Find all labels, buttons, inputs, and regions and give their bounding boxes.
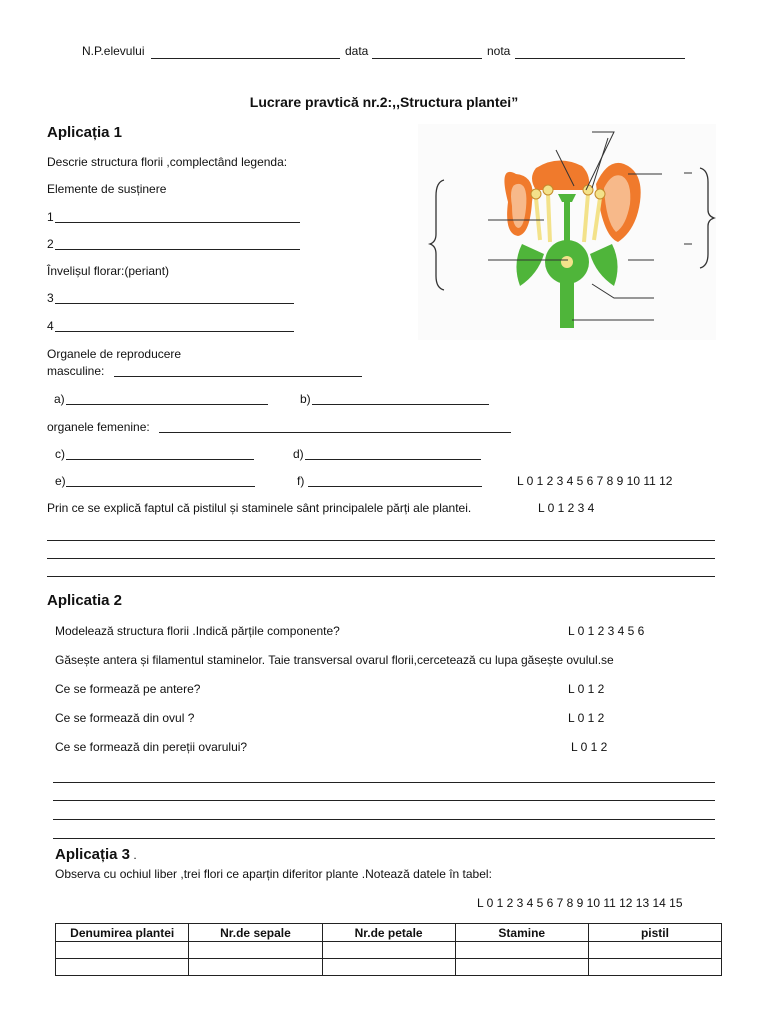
- perianth-label: Învelișul florar:(periant): [47, 264, 170, 278]
- table-cell[interactable]: [322, 942, 455, 959]
- female-organs-line[interactable]: [159, 432, 511, 433]
- label-1: 1: [47, 210, 54, 224]
- app2-line-4[interactable]: [53, 838, 715, 839]
- app1-question-score: L 0 1 2 3 4: [538, 501, 595, 515]
- answer-line-1[interactable]: [55, 222, 300, 223]
- observation-table: [55, 923, 722, 976]
- app2-question-3-score: L 0 1 2: [568, 682, 605, 696]
- app3-score: L 0 1 2 3 4 5 6 7 8 9 10 11 12 13 14 15: [477, 896, 683, 910]
- app2-question-1: Modelează structura florii .Indică părțile componente?: [55, 624, 340, 638]
- label-a: a): [54, 392, 65, 406]
- table-cell[interactable]: [189, 959, 322, 976]
- label-4: 4: [47, 319, 54, 333]
- table-cell[interactable]: [588, 959, 721, 976]
- answer-line-a[interactable]: [66, 404, 268, 405]
- table-cell[interactable]: [455, 942, 588, 959]
- table-cell[interactable]: [322, 959, 455, 976]
- male-organs-line[interactable]: [114, 376, 362, 377]
- student-name-field[interactable]: [151, 58, 340, 59]
- grade-label: nota: [487, 44, 511, 58]
- app2-line-2[interactable]: [53, 800, 715, 801]
- app1-heading: Aplicația 1: [47, 124, 123, 141]
- app2-question-3: Ce se formează pe antere?: [55, 682, 201, 696]
- table-row: [56, 942, 722, 959]
- date-field[interactable]: [372, 58, 482, 59]
- answer-line-c[interactable]: [66, 459, 254, 460]
- app3-heading-text: Aplicația 3: [55, 846, 131, 863]
- app2-question-5-score: L 0 1 2: [571, 740, 608, 754]
- answer-line-2[interactable]: [55, 249, 300, 250]
- support-label: Elemente de susținere: [47, 182, 167, 196]
- student-name-label: N.P.elevului: [82, 44, 145, 58]
- label-b: b): [300, 392, 311, 406]
- explanation-line-3[interactable]: [47, 576, 715, 577]
- table-header-pistil: pistil: [588, 924, 721, 942]
- answer-line-4[interactable]: [55, 331, 294, 332]
- label-f: f): [297, 474, 305, 488]
- table-row: [56, 959, 722, 976]
- app2-heading: Aplicatia 2: [47, 592, 123, 609]
- table-header-petals: Nr.de petale: [322, 924, 455, 942]
- female-organs-label: organele femenine:: [47, 420, 150, 434]
- male-organs-label-line1: Organele de reproducere: [47, 347, 182, 361]
- app1-score: L 0 1 2 3 4 5 6 7 8 9 10 11 12: [517, 474, 673, 488]
- table-header-stamens: Stamine: [455, 924, 588, 942]
- table-cell[interactable]: [455, 959, 588, 976]
- app3-instruction: Observa cu ochiul liber ,trei flori ce aparțin diferitor plante .Notează datele în tabel:: [55, 867, 492, 881]
- male-organs-label-line2: masculine:: [47, 364, 105, 378]
- flower-diagram: [418, 124, 716, 340]
- grade-field[interactable]: [515, 58, 685, 59]
- label-3: 3: [47, 291, 54, 305]
- date-label: data: [345, 44, 369, 58]
- table-cell[interactable]: [56, 942, 189, 959]
- app2-question-4: Ce se formează din ovul ?: [55, 711, 195, 725]
- label-c: c): [55, 447, 65, 461]
- app3-heading: [55, 846, 137, 863]
- app2-question-1-score: L 0 1 2 3 4 5 6: [568, 624, 645, 638]
- table-header-row: [56, 924, 722, 942]
- app3-heading-suffix: .: [130, 848, 137, 862]
- answer-line-b[interactable]: [312, 404, 489, 405]
- app1-instruction: Descrie structura florii ,complectând legenda:: [47, 155, 288, 169]
- app1-question: Prin ce se explică faptul că pistilul și staminele sânt principalele părți ale plantei.: [47, 501, 472, 515]
- answer-line-3[interactable]: [55, 303, 294, 304]
- table-cell[interactable]: [56, 959, 189, 976]
- label-e: e): [55, 474, 66, 488]
- app2-question-4-score: L 0 1 2: [568, 711, 605, 725]
- app2-question-5: Ce se formează din pereții ovarului?: [55, 740, 248, 754]
- table-cell[interactable]: [588, 942, 721, 959]
- answer-line-d[interactable]: [305, 459, 481, 460]
- answer-line-f[interactable]: [308, 486, 482, 487]
- explanation-line-1[interactable]: [47, 540, 715, 541]
- table-header-sepals: Nr.de sepale: [189, 924, 322, 942]
- app2-line-3[interactable]: [53, 819, 715, 820]
- app2-line-1[interactable]: [53, 782, 715, 783]
- explanation-line-2[interactable]: [47, 558, 715, 559]
- label-d: d): [293, 447, 304, 461]
- table-cell[interactable]: [189, 942, 322, 959]
- answer-line-e[interactable]: [66, 486, 255, 487]
- app2-question-2: Găsește antera și filamentul staminelor. Taie transversal ovarul florii,cercetează cu lupa găsește ovulul.se: [55, 653, 614, 667]
- page-title: Lucrare pravtică nr.2:,,Structura plantei”: [249, 94, 519, 110]
- table-header-plant: Denumirea plantei: [56, 924, 189, 942]
- label-2: 2: [47, 237, 54, 251]
